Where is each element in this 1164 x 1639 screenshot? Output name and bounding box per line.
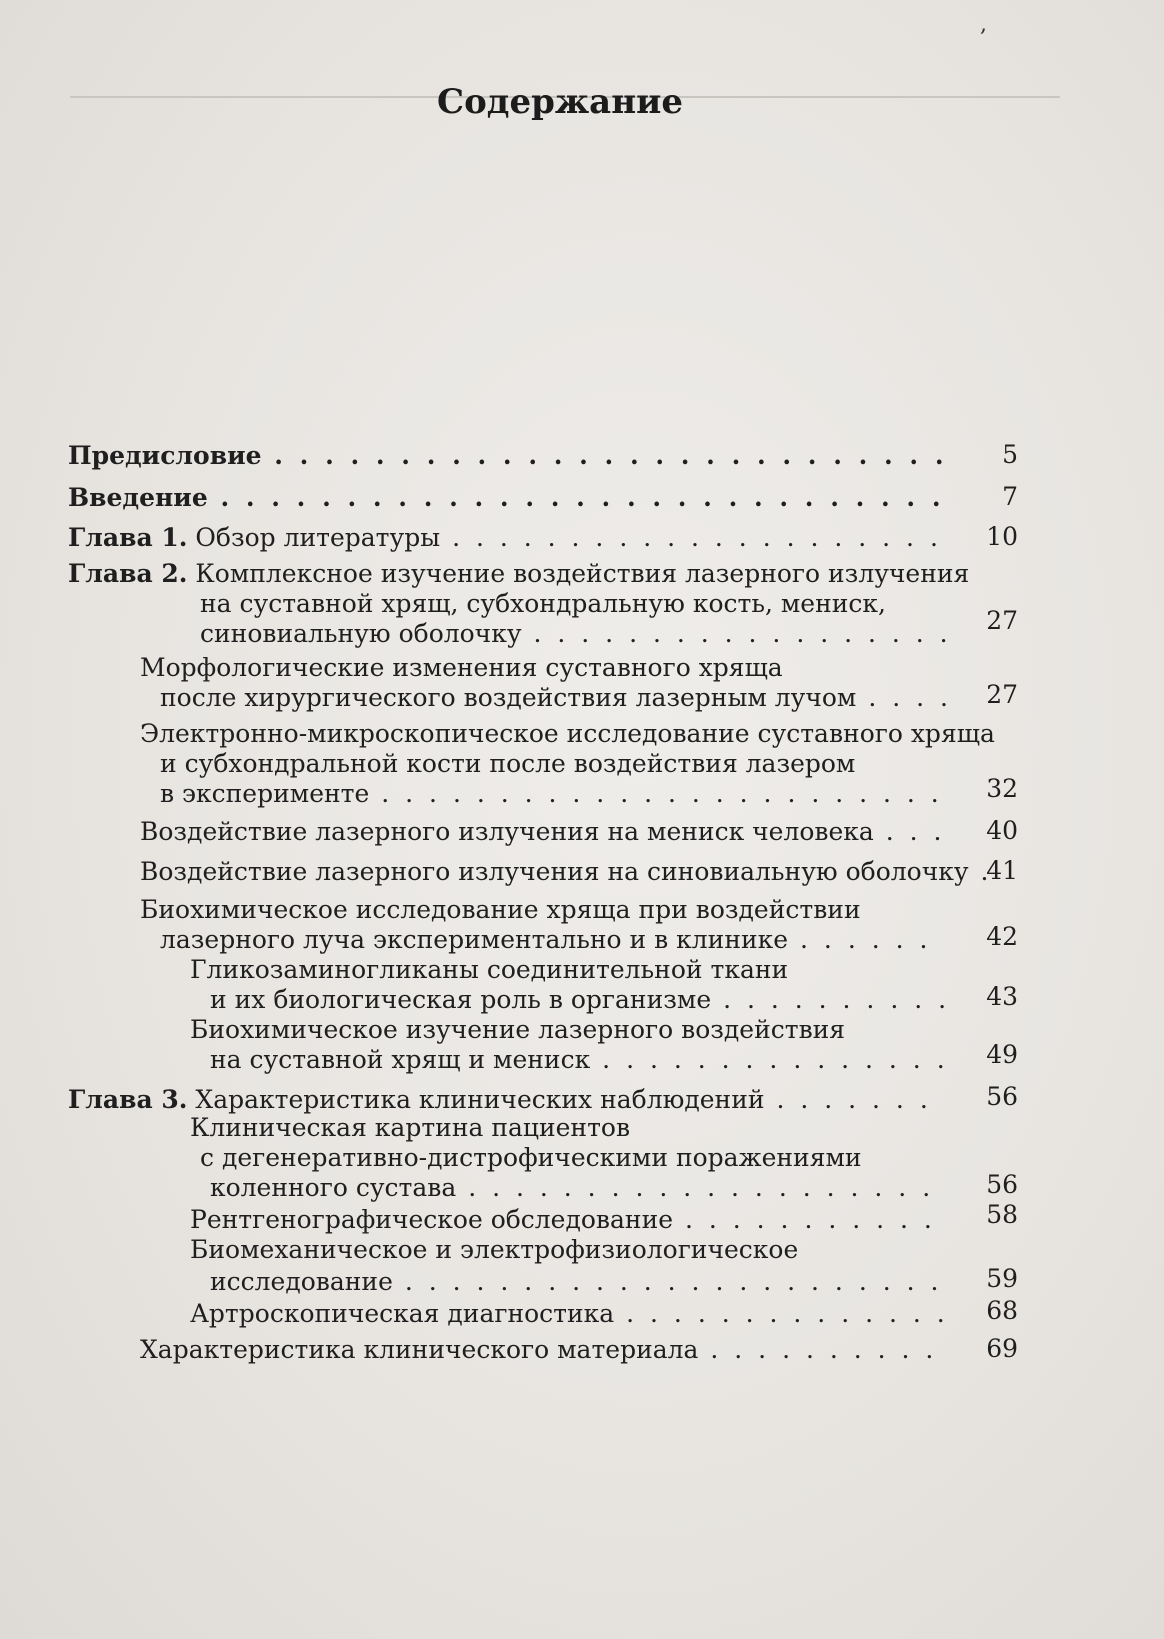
toc-entry-ch3-1-line3 <box>210 1172 934 1204</box>
toc-chapter-prefix: Глава 1. <box>68 523 188 552</box>
toc-entry-ch2-3 <box>140 816 946 848</box>
toc-label-line: Комплексное изучение воздействия лазерного излучения <box>195 559 970 588</box>
toc-leader: . . . <box>873 817 946 846</box>
toc-leader: . <box>968 857 993 886</box>
toc-page-number: 68 <box>986 1296 1018 1325</box>
page-title: Содержание <box>437 82 683 122</box>
toc-label: Обзор литературы <box>195 523 441 552</box>
toc-chapter-prefix: Глава 2. <box>68 559 188 588</box>
toc-label-line: синовиальную оболочку <box>200 619 522 648</box>
toc-label-line: Гликозаминогликаны соединительной ткани <box>190 955 789 984</box>
toc-page-number: 59 <box>986 1264 1018 1293</box>
toc-entry-ch2-5-2 <box>190 1014 845 1046</box>
toc-page-number: 56 <box>986 1082 1018 1111</box>
toc-page-number: 27 <box>986 606 1018 635</box>
toc-entry-ch2-5-2-line2 <box>210 1044 949 1076</box>
toc-leader: . . . . . . . . . . . . . . . . . . . . . . . . . . . <box>261 441 948 470</box>
toc-label-line: исследование <box>210 1267 393 1296</box>
toc-entry-ch2-4 <box>140 856 992 888</box>
page-mark: , <box>980 12 987 37</box>
toc-label-line: и субхондральной кости после воздействия лазером <box>160 749 856 778</box>
toc-entry-ch2-2 <box>140 718 995 750</box>
toc-page-number: 10 <box>986 522 1018 551</box>
toc-leader: . . . . <box>856 683 952 712</box>
toc-chapter-prefix: Глава 3. <box>68 1085 188 1114</box>
toc-label-line: Артроскопическая диагностика <box>190 1299 615 1328</box>
toc-label-line: Рентгенографическое обследование <box>190 1205 674 1234</box>
toc-label-line: Характеристика клинического материала <box>140 1335 699 1364</box>
toc-leader: . . . . . . . . . . . . . . . . . . . . . <box>440 523 942 552</box>
toc-label-line: с дегенеративно-дистрофическими поражениями <box>200 1143 862 1172</box>
toc-label-line: на суставной хрящ, субхондральную кость, мениск, <box>200 589 886 618</box>
toc-leader: . . . . . . . . . . . . . . . . . . . . . . . . <box>369 779 943 808</box>
toc-leader: . . . . . . . . . . <box>711 985 951 1014</box>
toc-label: Введение <box>68 483 208 512</box>
toc-page-number: 7 <box>1002 482 1018 511</box>
toc-entry-ch2-2-line3 <box>160 778 943 810</box>
toc-label-line: после хирургического воздействия лазерным лучом <box>160 683 857 712</box>
toc-label-line: Воздействие лазерного излучения на мениск человека <box>140 817 874 846</box>
toc-page-number: 42 <box>986 922 1018 951</box>
toc-label-line: Биомеханическое и электрофизиологическое <box>190 1235 799 1264</box>
toc-leader: . . . . . . . . . . . . . . . . . . . . . . . . . . . . . <box>207 483 945 512</box>
toc-page-number: 40 <box>986 816 1018 845</box>
toc-leader: . . . . . . . . . . <box>698 1335 938 1364</box>
toc-leader: . . . . . . <box>788 925 932 954</box>
toc-entry-ch2-5-1-line2 <box>210 984 950 1016</box>
toc-page-number: 32 <box>986 774 1018 803</box>
toc-leader: . . . . . . . . . . . . . . <box>614 1299 949 1328</box>
toc-leader: . . . . . . . <box>764 1085 932 1114</box>
toc-entry-ch3-5 <box>140 1334 937 1366</box>
toc-page-number: 49 <box>986 1040 1018 1069</box>
toc-label-line: на суставной хрящ и мениск <box>210 1045 591 1074</box>
toc-label-line: Клиническая картина пациентов <box>190 1113 631 1142</box>
toc-label-line: и их биологическая роль в организме <box>210 985 712 1014</box>
toc-label-line: Электронно-микроскопическое исследование суставного хряща <box>140 719 995 748</box>
toc-leader: . . . . . . . . . . . . . . . . . . <box>521 619 952 648</box>
toc-entry-preface <box>68 440 948 472</box>
toc-page-number: 56 <box>986 1170 1018 1199</box>
toc-leader: . . . . . . . . . . . <box>673 1205 936 1234</box>
toc-entry-ch2-line3 <box>200 618 952 650</box>
toc-entry-ch3-1-line2 <box>200 1142 862 1174</box>
toc-entry-ch2 <box>68 558 969 590</box>
toc-entry-ch3-4 <box>190 1298 949 1330</box>
toc-page-number: 69 <box>986 1334 1018 1363</box>
toc-entry-ch2-5-1 <box>190 954 788 986</box>
toc-leader: . . . . . . . . . . . . . . . . . . . . <box>456 1173 935 1202</box>
toc-label-line: Воздействие лазерного излучения на синовиальную оболочку <box>140 857 969 886</box>
toc-page-number: 41 <box>986 856 1018 885</box>
toc-page-number: 5 <box>1002 440 1018 469</box>
toc-label-line: Биохимическое исследование хряща при воздействии <box>140 895 861 924</box>
toc-entry-ch2-1-line2 <box>160 682 952 714</box>
toc-entry-ch3-3-line2 <box>210 1266 942 1298</box>
toc-entry-ch3-2 <box>190 1204 936 1236</box>
toc-entry-ch2-2-line2 <box>160 748 855 780</box>
toc-entry-intro <box>68 482 945 514</box>
toc-entry-ch3-1 <box>190 1112 630 1144</box>
toc-label-line: в эксперименте <box>160 779 370 808</box>
toc-page-number: 43 <box>986 982 1018 1011</box>
toc-page-number: 27 <box>986 680 1018 709</box>
toc-leader: . . . . . . . . . . . . . . . . . . . . . . . <box>392 1267 943 1296</box>
toc-label-line: Биохимическое изучение лазерного воздействия <box>190 1015 846 1044</box>
toc-leader: . . . . . . . . . . . . . . . <box>590 1045 949 1074</box>
toc-entry-ch1 <box>68 522 942 554</box>
toc-label-line: коленного сустава <box>210 1173 457 1202</box>
toc-entry-ch2-1 <box>140 652 783 684</box>
toc-entry-ch2-line2 <box>200 588 886 620</box>
toc-label: Характеристика клинических наблюдений <box>195 1085 765 1114</box>
toc-label: Предисловие <box>68 441 262 470</box>
toc-page-number: 58 <box>986 1200 1018 1229</box>
toc-label-line: Морфологические изменения суставного хряща <box>140 653 783 682</box>
toc-entry-ch2-5-line2 <box>160 924 931 956</box>
toc-entry-ch2-5 <box>140 894 861 926</box>
toc-entry-ch3-3 <box>190 1234 798 1266</box>
toc-label-line: лазерного луча экспериментально и в клинике <box>160 925 789 954</box>
